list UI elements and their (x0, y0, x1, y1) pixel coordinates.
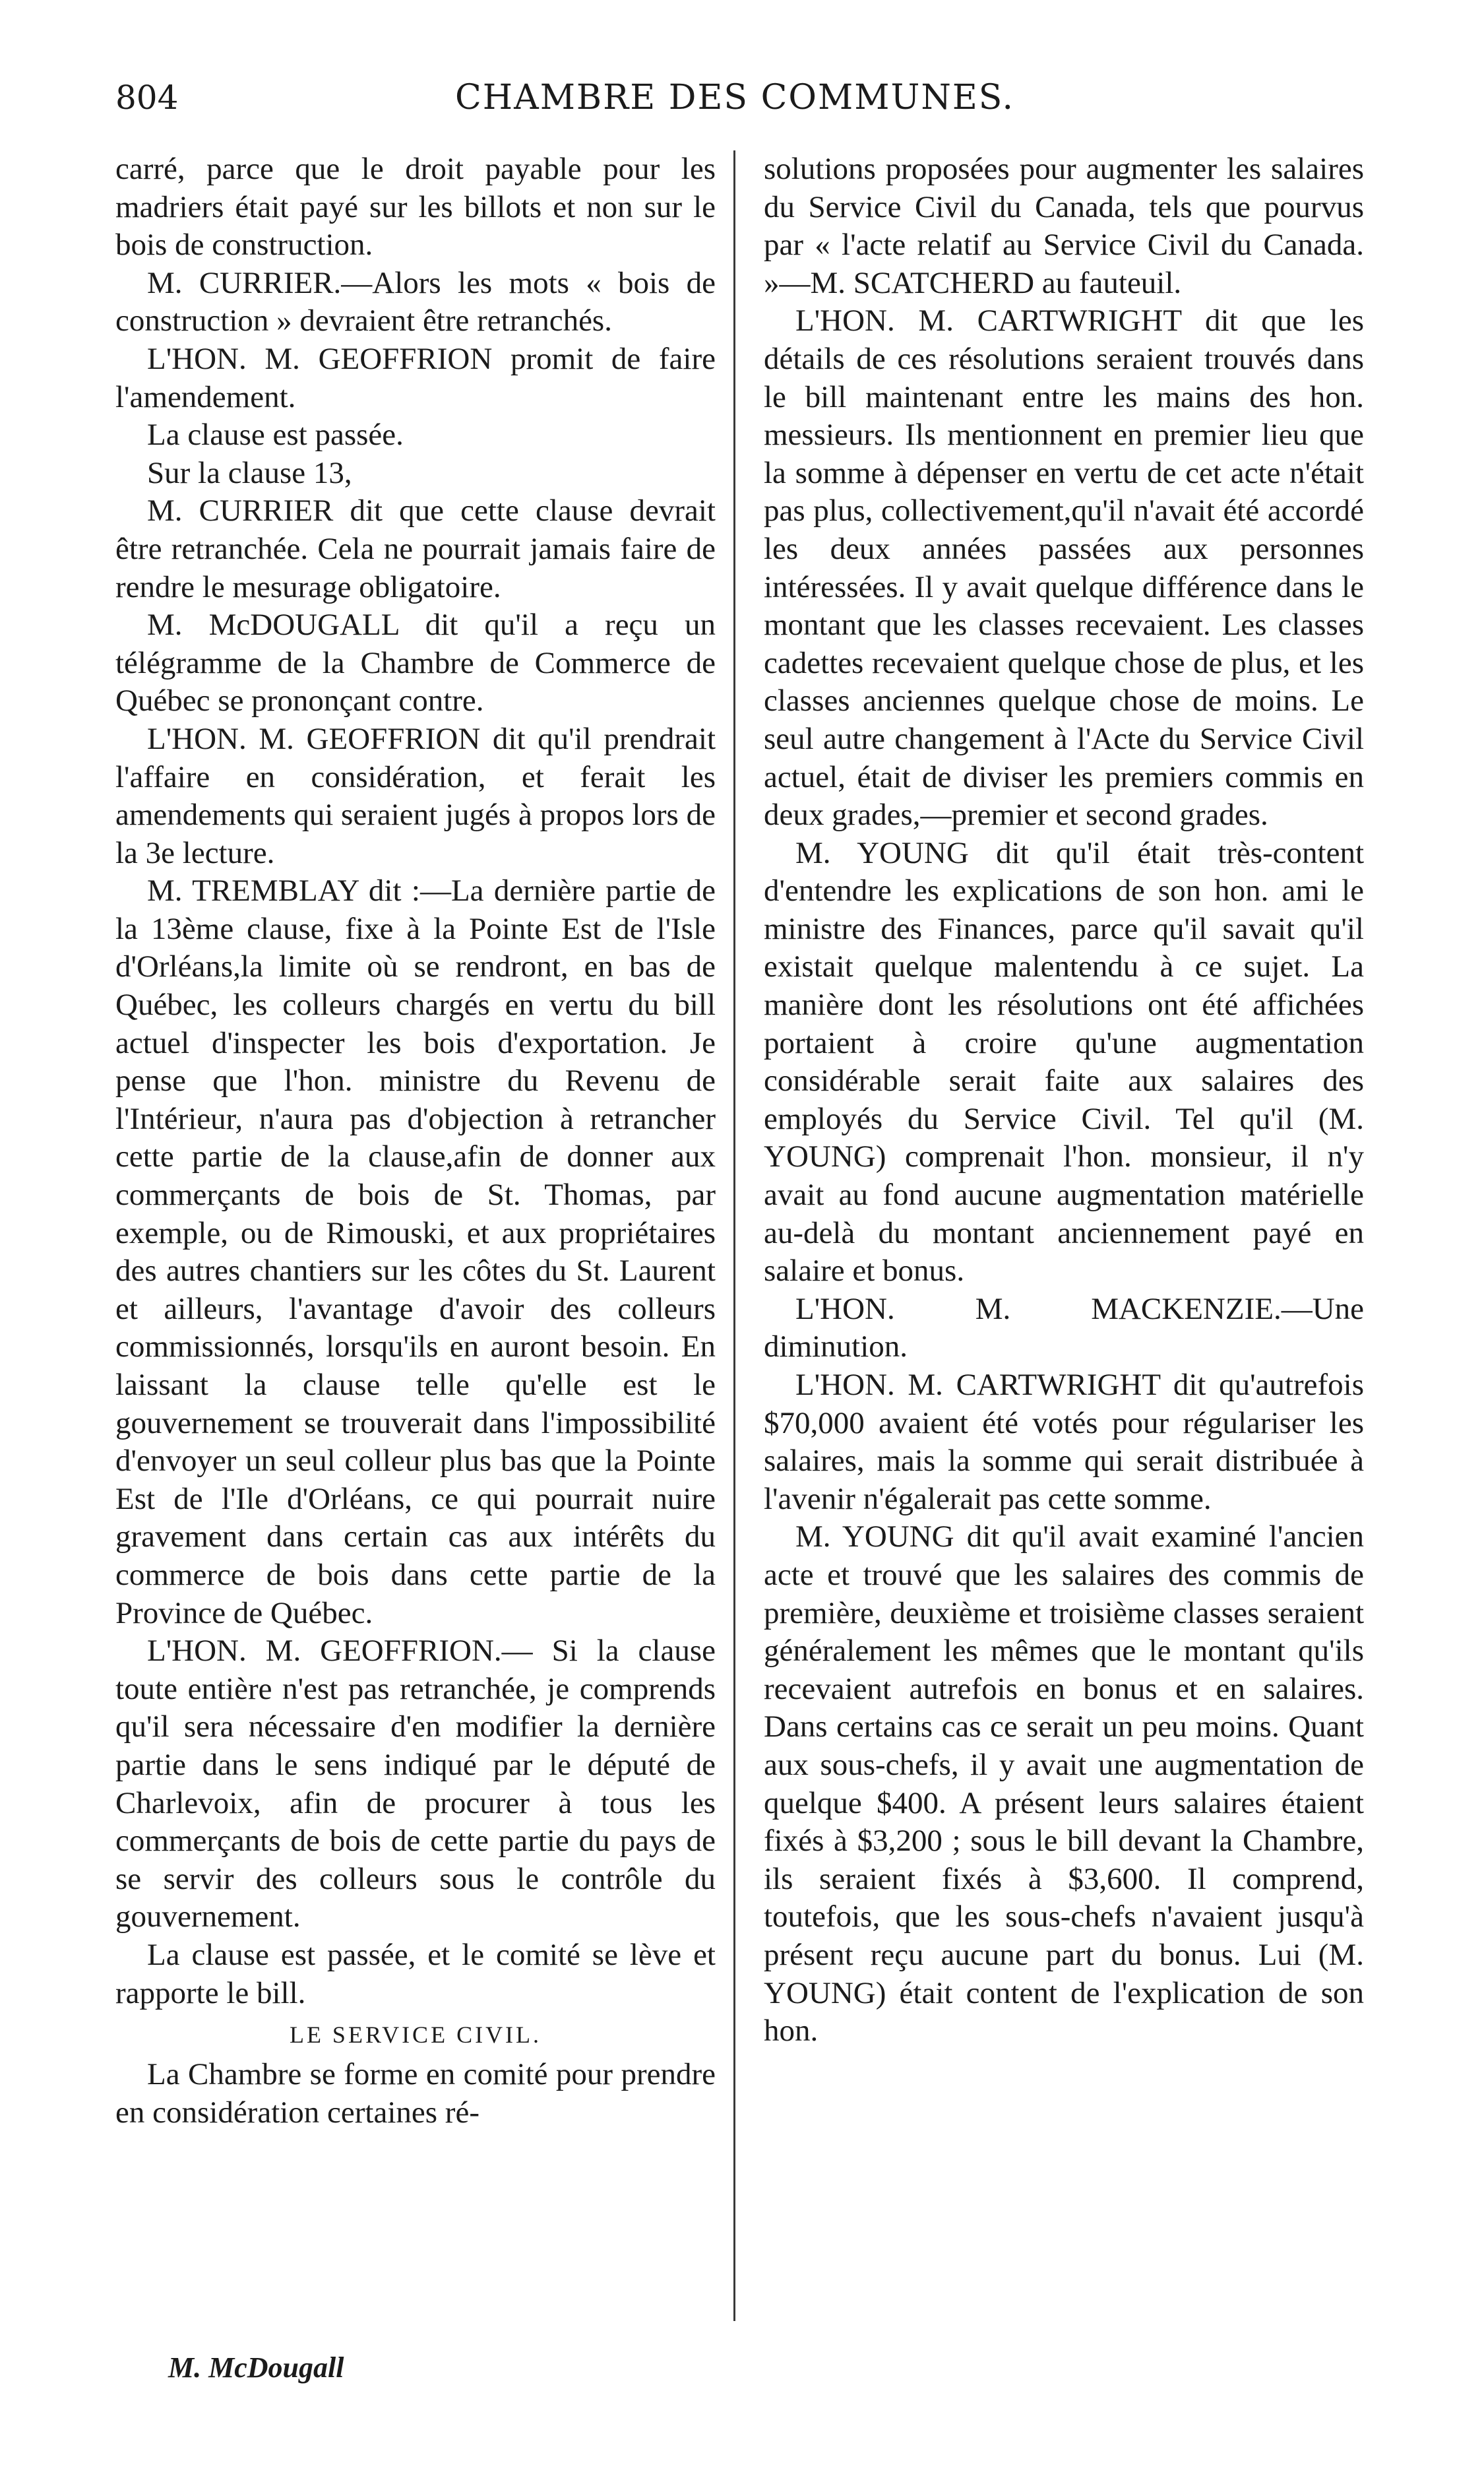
footer-signature: M. McDougall (168, 2351, 344, 2384)
paragraph: M. TREMBLAY dit :—La dernière partie de la 13ème clause, fixe à la Pointe Est de l'Isle d'Orléans,la limite où se rendront, en bas de Québec, les colleurs chargés en vertu du bill actuel d'inspecter les bois d'exportation. Je pense que l'hon. ministre du Revenu de l'Intérieur, n'aura pas d'objection à retrancher cette partie de la clause,afin de donner aux commerçants de bois de St. Thomas, par exemple, ou de Rimouski, et aux propriétaires des autres chantiers sur les côtes du St. Laurent et ailleurs, l'avantage d'avoir des colleurs commissionnés, lorsqu'ils en auront besoin. En laissant la clause telle qu'elle est le gouvernement se trouverait dans l'impossibilité d'envoyer un seul colleur plus bas que la Pointe Est de l'Ile d'Orléans, ce qui pourrait nuire gravement dans certain cas aux intérêts du commerce de bois dans cette partie de la Province de Québec. (115, 874, 716, 1630)
paragraph: La clause est passée, et le comité se lève et rapporte le bill. (115, 1937, 716, 2010)
paragraph: L'HON. M. CARTWRIGHT dit qu'autrefois $70,000 avaient été votés pour régulariser les salaires, mais la somme qui serait distribuée à l'avenir n'égalerait pas cette somme. (764, 1368, 1364, 1516)
paragraph: La Chambre se forme en comité pour prendre en considération certaines ré- (115, 2057, 716, 2130)
paragraph: L'HON. M. MACKENZIE.—Une diminution. (764, 1291, 1364, 1364)
page-number: 804 (115, 79, 179, 117)
paragraph: La clause est passée. (147, 418, 404, 453)
page-header-title: CHAMBRE DES COMMUNES. (455, 78, 1015, 117)
section-heading: LE SERVICE CIVIL. (289, 2022, 542, 2049)
paragraph: carré, parce que le droit payable pour les madriers était payé sur les billots et non sur le bois de construction. (115, 152, 716, 263)
paragraph: Sur la clause 13, (147, 455, 352, 490)
right-column (764, 150, 1364, 2051)
paragraph: M. YOUNG dit qu'il était très-content d'entendre les explications de son hon. ami le ministre des Finances, parce qu'il savait qu'il existait quelque malentendu à ce sujet. La manière dont les résolutions ont été affichées portaient à croire qu'une augmentation considérable serait faite aux salaires des employés du Service Civil. Tel qu'il (M. YOUNG) comprenait l'hon. monsieur, il n'y avait au fond aucune augmentation matérielle au-delà du montant anciennement payé en salaire et bonus. (764, 835, 1364, 1289)
paragraph: L'HON. M. GEOFFRION.— Si la clause toute entière n'est pas retranchée, je comprends qu'il sera nécessaire d'en modifier la dernière partie dans le sens indiqué par le député de Charlevoix, afin de procurer à tous les commerçants de bois de cette partie du pays de se servir des colleurs sous le contrôle du gouvernement. (115, 1634, 716, 1934)
paragraph: M. CURRIER dit que cette clause devrait être retranchée. Cela ne pourrait jamais faire de rendre le mesurage obligatoire. (115, 494, 716, 604)
paragraph: L'HON. M. CARTWRIGHT dit que les détails de ces résolutions seraient trouvés dans le bill maintenant entre les mains des hon. messieurs. Ils mentionnent en premier lieu que la somme à dépenser en vertu de cet acte n'était pas plus, collectivement,qu'il n'avait été accordé les deux années passées aux personnes intéressées. Il y avait quelque différence dans le montant que les classes recevaient. Les classes cadettes recevaient quelque chose de plus, et les classes anciennes quelque chose de moins. Le seul autre changement à l'Acte du Service Civil actuel, était de diviser les premiers commis en deux grades,—premier et second grades. (764, 303, 1364, 833)
left-column (115, 150, 716, 2132)
paragraph: M. McDOUGALL dit qu'il a reçu un télégramme de la Chambre de Commerce de Québec se prononçant contre. (115, 608, 716, 718)
paragraph: L'HON. M. GEOFFRION promit de faire l'amendement. (115, 341, 716, 414)
column-divider (733, 150, 735, 2321)
paragraph: M. CURRIER.—Alors les mots « bois de construction » devraient être retranchés. (115, 265, 716, 338)
paragraph: L'HON. M. GEOFFRION dit qu'il prendrait l'affaire en considération, et ferait les amendements qui seraient jugés à propos lors de la 3e lecture. (115, 721, 716, 870)
paragraph: M. YOUNG dit qu'il avait examiné l'ancien acte et trouvé que les salaires des commis de première, deuxième et troisième classes seraient généralement les mêmes que le montant qu'ils recevaient autrefois en bonus et en salaires. Dans certains cas ce serait un peu moins. Quant aux sous-chefs, il y avait une augmentation de quelque $400. A présent leurs salaires étaient fixés à $3,200 ; sous le bill devant la Chambre, ils seraient fixés à $3,600. Il comprend, toutefois, que les sous-chefs n'avaient jusqu'à présent reçu aucune part du bonus. Lui (M. YOUNG) était content de l'explication de son hon. (764, 1519, 1364, 2049)
paragraph: solutions proposées pour augmenter les salaires du Service Civil du Canada, tels que pourvus par « l'acte relatif au Service Civil du Canada. »—M. SCATCHERD au fauteuil. (764, 152, 1364, 300)
